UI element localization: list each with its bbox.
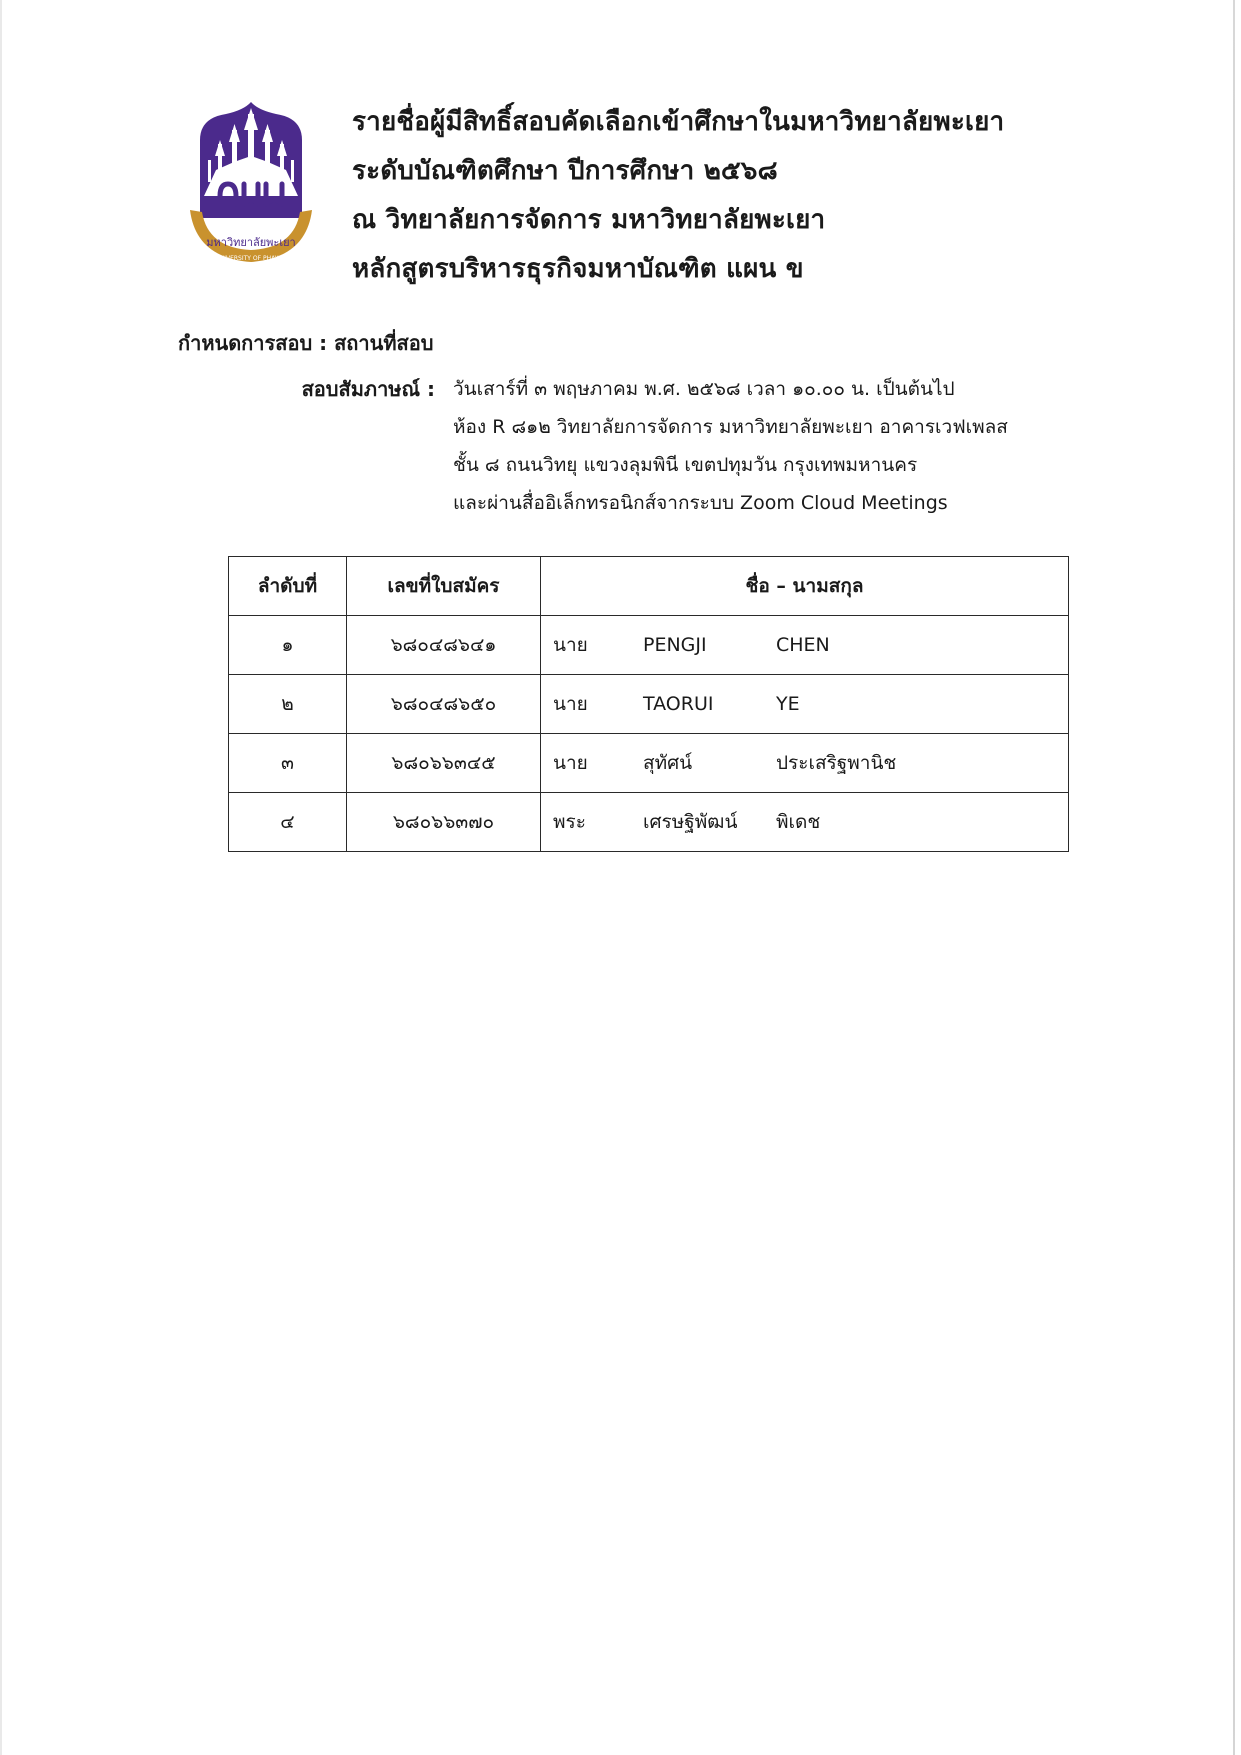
interview-label: สอบสัมภาษณ์ : bbox=[301, 377, 435, 401]
candidate-table bbox=[228, 556, 1069, 852]
cell-name-title: นาย bbox=[553, 752, 588, 774]
cell-order: ๓ bbox=[229, 734, 347, 793]
interview-date-line: วันเสาร์ที่ ๓ พฤษภาคม พ.ศ. ๒๕๖๘ เวลา ๑๐.๐๐ น. เป็นต้นไป bbox=[453, 378, 955, 400]
cell-name-title: นาย bbox=[553, 634, 588, 656]
exam-schedule bbox=[178, 324, 1128, 522]
cell-last-name: YE bbox=[776, 693, 800, 715]
header-order: ลำดับที่ bbox=[229, 557, 347, 616]
table-row bbox=[229, 793, 1069, 852]
scan-edge-left bbox=[0, 0, 2, 1755]
interview-schedule bbox=[178, 370, 1128, 522]
cell-name-title: พระ bbox=[553, 811, 586, 833]
schedule-heading: กำหนดการสอบ : สถานที่สอบ bbox=[178, 331, 434, 355]
title-line-4: หลักสูตรบริหารธุรกิจมหาบัณฑิต แผน ข bbox=[352, 254, 804, 284]
university-logo bbox=[186, 100, 316, 270]
table-row bbox=[229, 616, 1069, 675]
interview-room-line: ห้อง R ๘๑๒ วิทยาลัยการจัดการ มหาวิทยาลัยพะเยา อาคารเวฟเพลส bbox=[453, 416, 1008, 438]
cell-first-name: สุทัศน์ bbox=[643, 752, 693, 774]
table-header-row bbox=[229, 557, 1069, 616]
cell-application-no: ๖๘๐๔๘๖๕๐ bbox=[347, 675, 541, 734]
cell-first-name: เศรษฐิพัฒน์ bbox=[643, 811, 738, 833]
cell-application-no: ๖๘๐๖๖๓๔๕ bbox=[347, 734, 541, 793]
cell-first-name: TAORUI bbox=[643, 693, 714, 715]
cell-first-name: PENGJI bbox=[643, 634, 707, 656]
header-full-name: ชื่อ – นามสกุล bbox=[541, 557, 1069, 616]
cell-order: ๔ bbox=[229, 793, 347, 852]
cell-application-no: ๖๘๐๔๘๖๔๑ bbox=[347, 616, 541, 675]
cell-full-name bbox=[541, 616, 1069, 675]
title-line-1: รายชื่อผู้มีสิทธิ์สอบคัดเลือกเข้าศึกษาในมหาวิทยาลัยพะเยา bbox=[352, 107, 1005, 137]
cell-last-name: ประเสริฐพานิช bbox=[776, 752, 897, 774]
title-line-3: ณ วิทยาลัยการจัดการ มหาวิทยาลัยพะเยา bbox=[352, 205, 826, 235]
cell-order: ๑ bbox=[229, 616, 347, 675]
logo-english-text: UNIVERSITY OF PHAYAO bbox=[215, 255, 287, 262]
cell-order: ๒ bbox=[229, 675, 347, 734]
cell-full-name bbox=[541, 734, 1069, 793]
cell-last-name: พิเดช bbox=[776, 811, 821, 833]
candidate-table-wrapper bbox=[228, 556, 1068, 852]
interview-address-line: ชั้น ๘ ถนนวิทยุ แขวงลุมพินี เขตปทุมวัน กรุงเทพมหานคร bbox=[453, 454, 918, 476]
scan-edge-right bbox=[1233, 0, 1235, 1755]
cell-application-no: ๖๘๐๖๖๓๗๐ bbox=[347, 793, 541, 852]
header-application-no: เลขที่ใบสมัคร bbox=[347, 557, 541, 616]
cell-full-name bbox=[541, 675, 1069, 734]
table-row bbox=[229, 734, 1069, 793]
cell-last-name: CHEN bbox=[776, 634, 830, 656]
university-seal-icon bbox=[186, 100, 316, 270]
title-line-2: ระดับบัณฑิตศึกษา ปีการศึกษา ๒๕๖๘ bbox=[352, 156, 778, 186]
interview-online-line: และผ่านสื่ออิเล็กทรอนิกส์จากระบบ Zoom Cloud Meetings bbox=[453, 492, 948, 514]
document-title bbox=[352, 98, 1172, 294]
cell-name-title: นาย bbox=[553, 693, 588, 715]
interview-details bbox=[453, 370, 1128, 522]
cell-full-name bbox=[541, 793, 1069, 852]
logo-thai-text: มหาวิทยาลัยพะเยา bbox=[206, 236, 296, 249]
table-row bbox=[229, 675, 1069, 734]
